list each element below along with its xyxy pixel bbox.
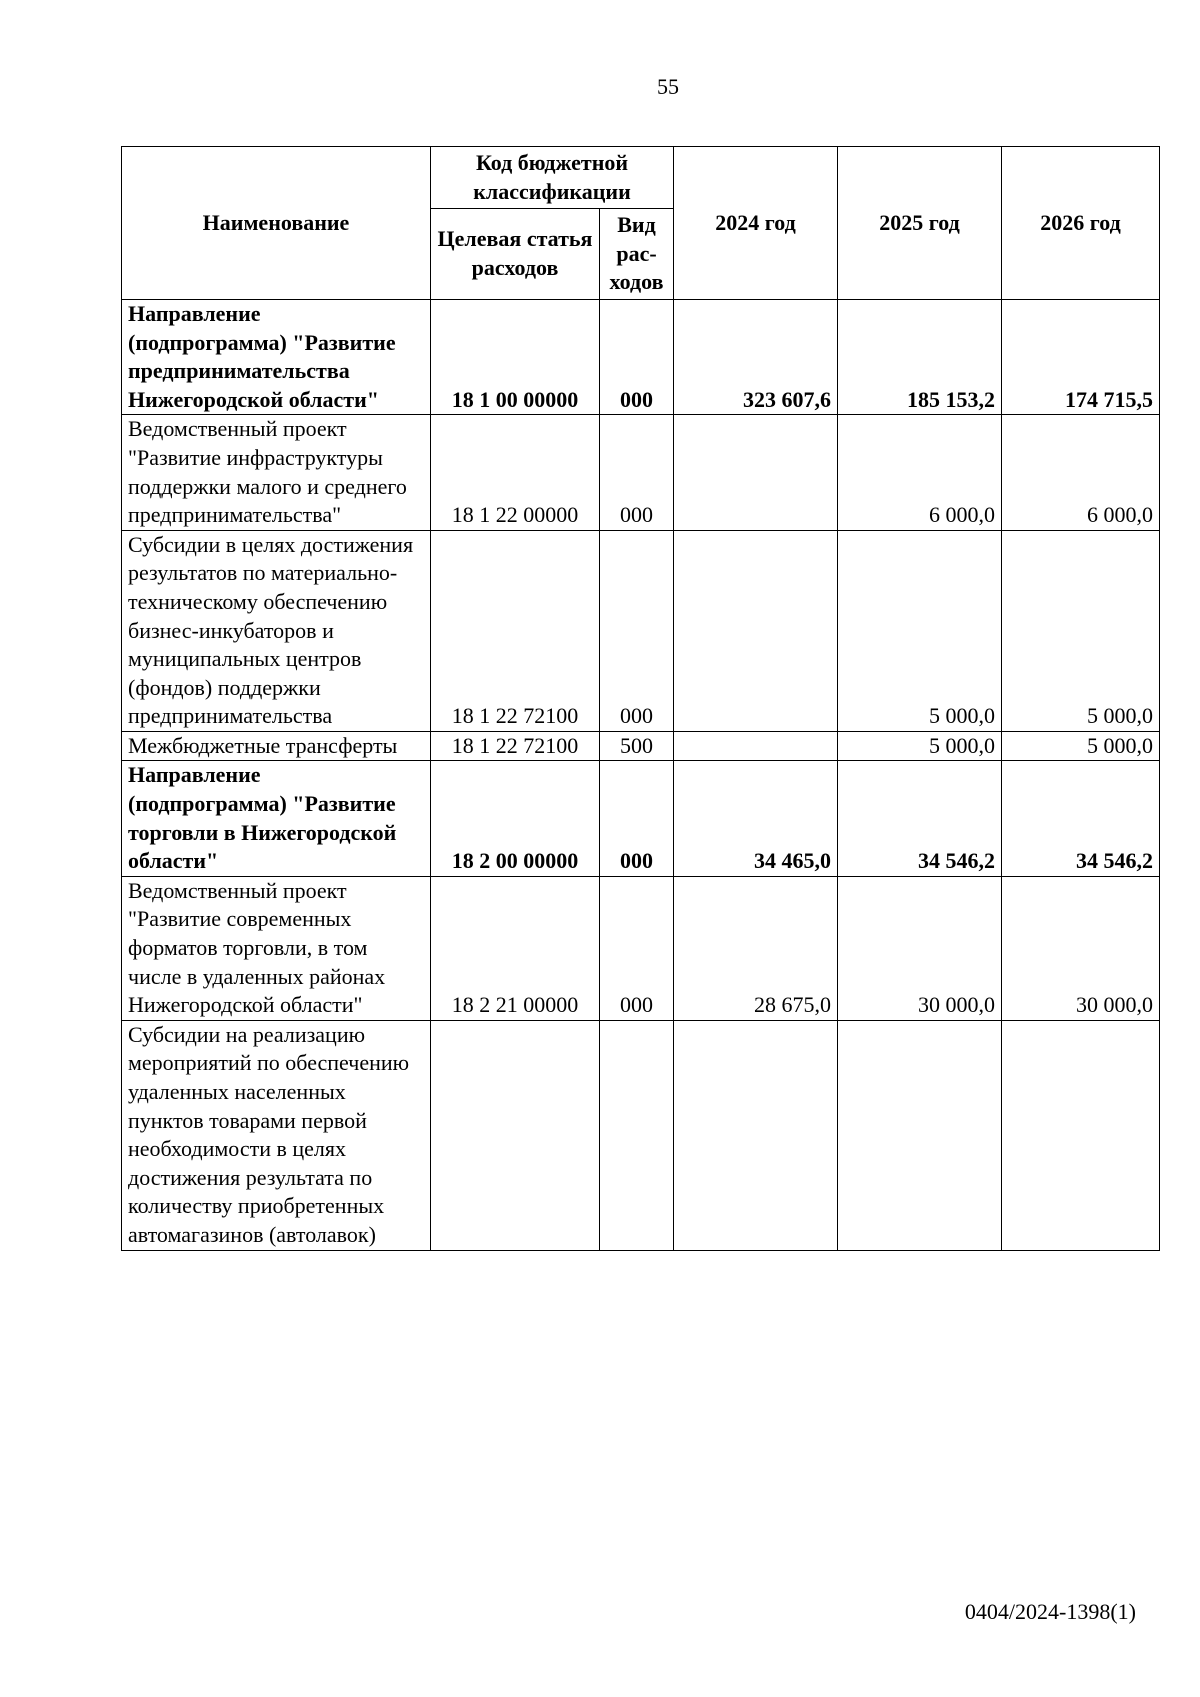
- row-2026-cell: 174 715,5: [1002, 299, 1160, 414]
- row-target-article-cell: 18 2 00 00000: [431, 761, 600, 876]
- table-row: [122, 1020, 1160, 1250]
- row-2024-cell: [674, 415, 838, 530]
- row-2024-cell: 34 465,0: [674, 761, 838, 876]
- row-2025-cell: 5 000,0: [838, 731, 1002, 761]
- row-target-article-cell: 18 1 22 00000: [431, 415, 600, 530]
- row-expense-type-cell: 500: [600, 731, 674, 761]
- budget-table: [121, 146, 1160, 1251]
- table-header: [122, 147, 1160, 300]
- header-2024: 2024 год: [674, 147, 838, 300]
- row-expense-type-cell: 000: [600, 876, 674, 1020]
- row-target-article-cell: 18 1 22 72100: [431, 731, 600, 761]
- table-body: [122, 299, 1160, 1250]
- header-code-group: Код бюджетной классификации: [431, 147, 674, 209]
- row-2026-cell: [1002, 1020, 1160, 1250]
- row-2026-cell: 30 000,0: [1002, 876, 1160, 1020]
- table-row: [122, 299, 1160, 414]
- row-expense-type-cell: 000: [600, 299, 674, 414]
- row-target-article-cell: 18 1 22 72100: [431, 530, 600, 731]
- table-row: [122, 530, 1160, 731]
- row-2024-cell: [674, 530, 838, 731]
- row-2026-cell: 6 000,0: [1002, 415, 1160, 530]
- row-2026-cell: 5 000,0: [1002, 530, 1160, 731]
- row-2025-cell: 185 153,2: [838, 299, 1002, 414]
- row-expense-type-cell: 000: [600, 415, 674, 530]
- row-2025-cell: 30 000,0: [838, 876, 1002, 1020]
- row-2024-cell: 28 675,0: [674, 876, 838, 1020]
- document-code: 0404/2024-1398(1): [964, 1599, 1136, 1624]
- row-target-article-cell: [431, 1020, 600, 1250]
- header-expense-type: Вид рас-ходов: [600, 209, 674, 300]
- header-2026: 2026 год: [1002, 147, 1160, 300]
- row-2024-cell: [674, 731, 838, 761]
- row-2024-cell: 323 607,6: [674, 299, 838, 414]
- row-name-cell: Субсидии на реализацию мероприятий по обеспечению удаленных населенных пунктов товарами первой необходимости в целях достижения результата по количеству приобретенных автомагазинов (автолавок): [122, 1020, 431, 1250]
- table-row: [122, 876, 1160, 1020]
- row-name-cell: Ведомственный проект "Развитие инфраструктуры поддержки малого и среднего предпринимательства": [122, 415, 431, 530]
- row-2025-cell: 6 000,0: [838, 415, 1002, 530]
- table-row: [122, 761, 1160, 876]
- table-row: [122, 415, 1160, 530]
- row-expense-type-cell: 000: [600, 761, 674, 876]
- row-expense-type-cell: 000: [600, 530, 674, 731]
- row-target-article-cell: 18 2 21 00000: [431, 876, 600, 1020]
- row-name-cell: Межбюджетные трансферты: [122, 731, 431, 761]
- table-row: [122, 731, 1160, 761]
- row-name-cell: Направление (подпрограмма) "Развитие торговли в Нижегородской области": [122, 761, 431, 876]
- row-2025-cell: [838, 1020, 1002, 1250]
- header-name: Наименование: [122, 147, 431, 300]
- row-2025-cell: 5 000,0: [838, 530, 1002, 731]
- row-name-cell: Субсидии в целях достижения результатов по материально-техническому обеспечению бизнес-инкубаторов и муниципальных центров (фондов) поддержки предпринимательства: [122, 530, 431, 731]
- row-2025-cell: 34 546,2: [838, 761, 1002, 876]
- row-2026-cell: 5 000,0: [1002, 731, 1160, 761]
- page-number: 55: [657, 74, 679, 99]
- row-target-article-cell: 18 1 00 00000: [431, 299, 600, 414]
- row-2024-cell: [674, 1020, 838, 1250]
- header-2025: 2025 год: [838, 147, 1002, 300]
- row-2026-cell: 34 546,2: [1002, 761, 1160, 876]
- row-expense-type-cell: [600, 1020, 674, 1250]
- header-target-article: Целевая статья расходов: [431, 209, 600, 300]
- row-name-cell: Ведомственный проект "Развитие современных форматов торговли, в том числе в удаленных районах Нижегородской области": [122, 876, 431, 1020]
- row-name-cell: Направление (подпрограмма) "Развитие предпринимательства Нижегородской области": [122, 299, 431, 414]
